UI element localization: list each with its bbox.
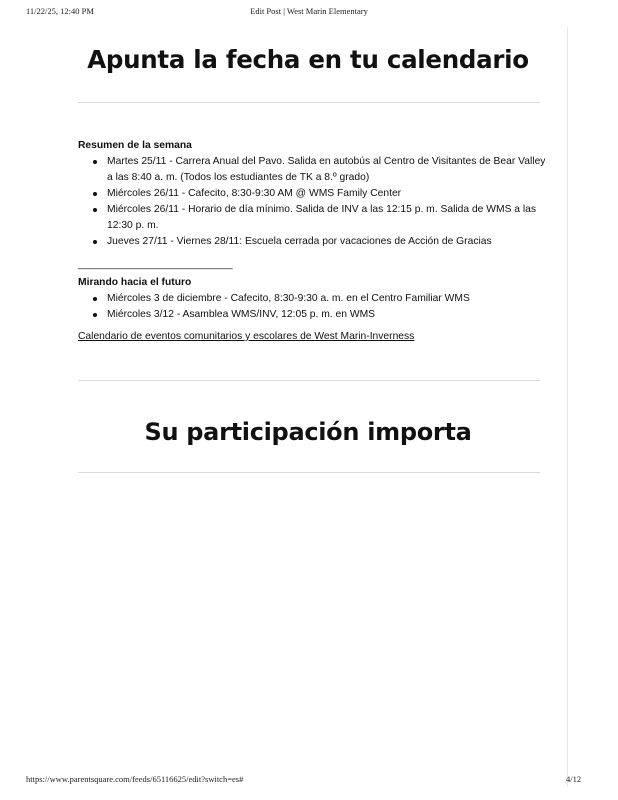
week-summary-title: Resumen de la semana bbox=[78, 140, 192, 151]
list-item: Martes 25/11 - Carrera Anual del Pavo. Salida en autobús al Centro de Visitantes de Bear Valley a las 8:40 a. m. (Todos los estudiantes de TK a 8.º grado) bbox=[107, 154, 548, 186]
print-timestamp: 11/22/25, 12:40 PM bbox=[26, 6, 94, 16]
looking-ahead-title: Mirando hacia el futuro bbox=[78, 277, 192, 288]
calendar-heading: Apunta la fecha en tu calendario bbox=[87, 45, 529, 74]
calendar-link[interactable]: Calendario de eventos comunitarios y escolares de West Marin-Inverness bbox=[78, 331, 415, 342]
list-item: Miércoles 26/11 - Horario de día mínimo. Salida de INV a las 12:15 p. m. Salida de WMS a las 12:30 p. m. bbox=[107, 202, 548, 234]
list-item: Miércoles 3/12 - Asamblea WMS/INV, 12:05 p. m. en WMS bbox=[107, 307, 548, 323]
participation-heading: Su participación importa bbox=[144, 418, 472, 446]
divider-rule bbox=[78, 380, 540, 381]
print-url: https://www.parentsquare.com/feeds/65116625/edit?switch=es# bbox=[26, 774, 244, 784]
divider-rule bbox=[78, 102, 540, 103]
underscore-divider: ___________________________ bbox=[78, 259, 233, 270]
looking-ahead-section bbox=[78, 275, 548, 323]
list-item: Miércoles 26/11 - Cafecito, 8:30-9:30 AM @ WMS Family Center bbox=[107, 186, 548, 202]
print-footer bbox=[0, 774, 618, 788]
print-page-title: Edit Post | West Marin Elementary bbox=[250, 6, 368, 16]
week-summary-section bbox=[78, 138, 548, 250]
page-number: 4/12 bbox=[566, 774, 582, 784]
calendar-link-row bbox=[78, 329, 548, 345]
divider-rule bbox=[78, 472, 540, 473]
list-item: Miércoles 3 de diciembre - Cafecito, 8:30-9:30 a. m. en el Centro Familiar WMS bbox=[107, 291, 548, 307]
print-header bbox=[0, 6, 618, 20]
list-item: Jueves 27/11 - Viernes 28/11: Escuela cerrada por vacaciones de Acción de Gracias bbox=[107, 234, 548, 250]
